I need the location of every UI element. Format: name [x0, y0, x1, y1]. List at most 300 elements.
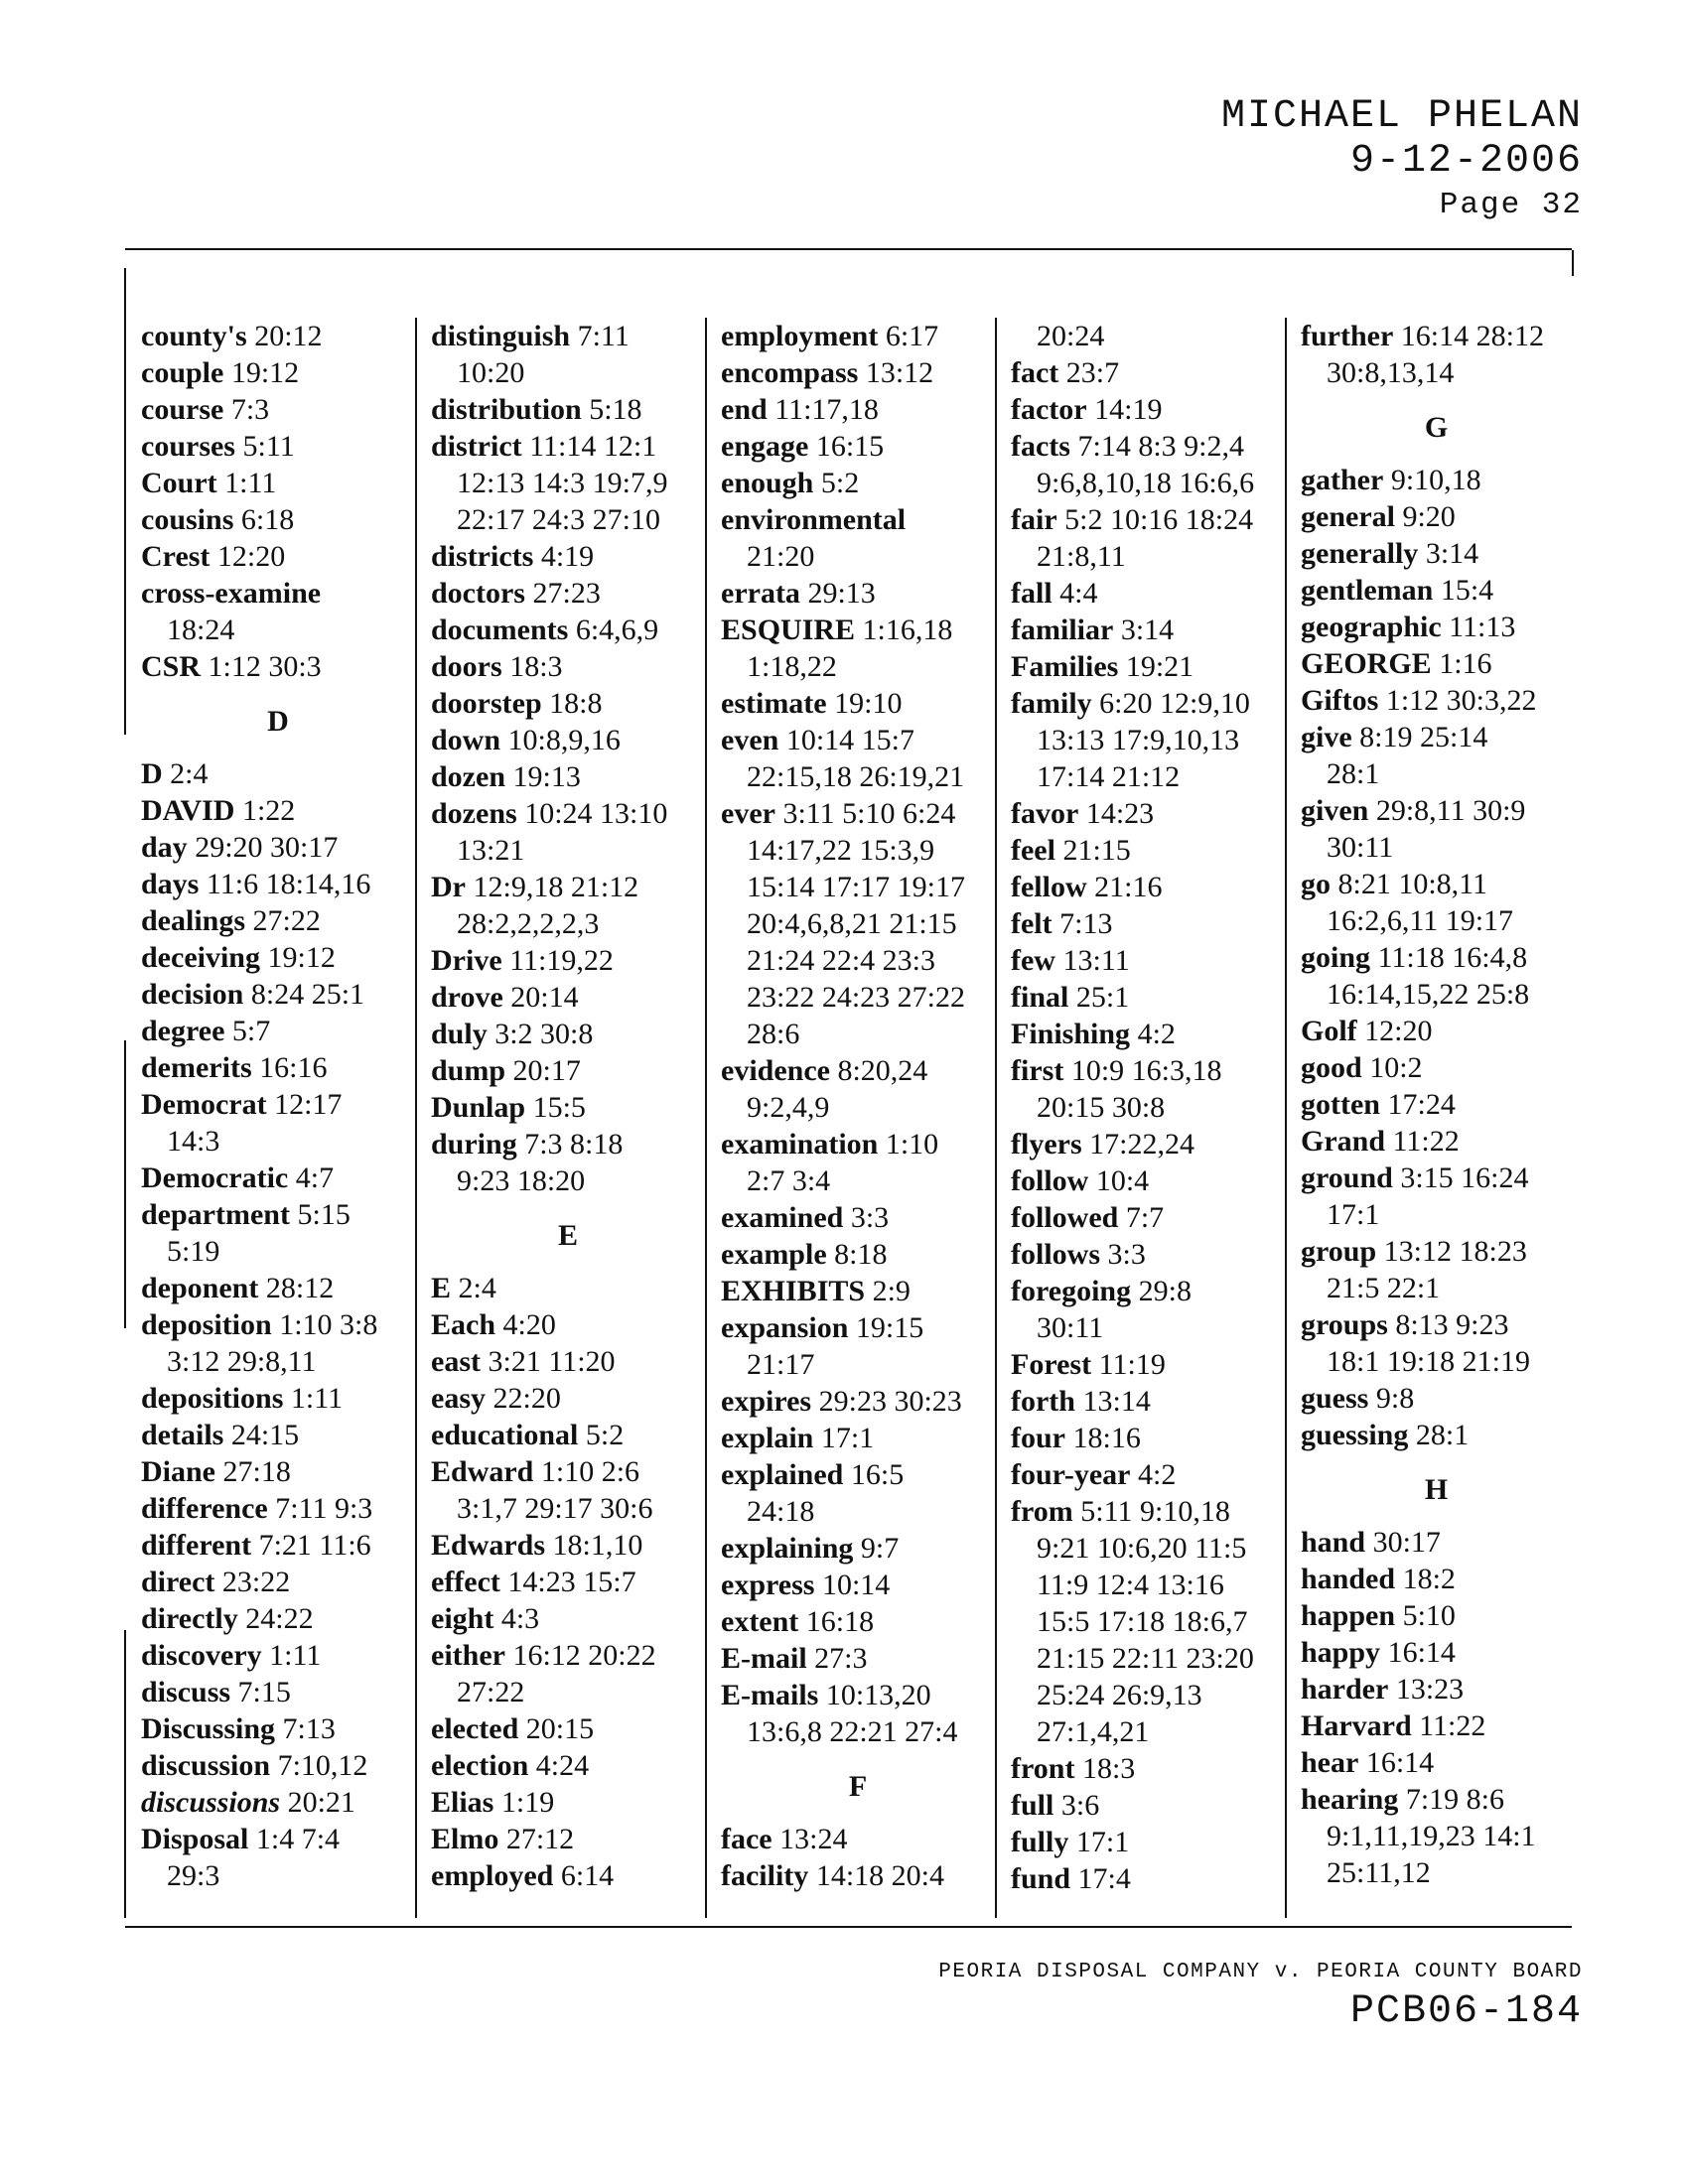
- index-entry: [431, 1710, 705, 1747]
- index-refs-continued: 13:13 17:9,10,13: [1037, 724, 1240, 756]
- index-refs-continued: 1:18,22: [747, 650, 837, 683]
- index-entry: [1011, 1052, 1285, 1089]
- index-refs: 5:18: [589, 393, 642, 426]
- index-term: engage: [721, 430, 809, 463]
- index-refs-continued: 17:1: [1327, 1198, 1380, 1231]
- index-entry: [1301, 1744, 1572, 1781]
- index-term: course: [141, 393, 224, 426]
- index-refs-continued: 9:21 10:6,20 11:5: [1037, 1532, 1247, 1565]
- index-term: front: [1011, 1752, 1075, 1785]
- index-entry: [1301, 792, 1572, 829]
- index-entry: [1301, 318, 1572, 354]
- index-refs-continued: 20:4,6,8,21 21:15: [747, 907, 957, 940]
- section-letter: F: [848, 1770, 868, 1803]
- index-entry: [721, 1821, 995, 1857]
- index-term: give: [1301, 721, 1352, 753]
- index-refs: 7:11 9:3: [275, 1492, 373, 1525]
- index-entry: [431, 1747, 705, 1784]
- index-term: Edward: [431, 1455, 534, 1488]
- index-term: CSR: [141, 650, 202, 683]
- index-term: degree: [141, 1015, 225, 1047]
- index-entry: [431, 1784, 705, 1821]
- index-refs: 29:13: [807, 577, 876, 610]
- index-term: GEORGE: [1301, 647, 1432, 680]
- index-term: educational: [431, 1419, 579, 1451]
- index-term: discovery: [141, 1639, 262, 1672]
- index-refs-continued: 29:3: [167, 1859, 220, 1892]
- index-refs: 2:4: [458, 1272, 496, 1304]
- index-entry: [1301, 1123, 1572, 1160]
- index-refs-continued: 28:2,2,2,2,3: [457, 907, 600, 940]
- index-entry: [1011, 1456, 1285, 1493]
- index-term: courses: [141, 430, 235, 463]
- index-refs: 1:11: [224, 467, 277, 499]
- index-refs: 13:12: [865, 356, 934, 389]
- index-term: examination: [721, 1128, 879, 1160]
- left-margin-line: [124, 268, 126, 735]
- index-term: facility: [721, 1859, 809, 1892]
- index-refs: 12:20: [216, 540, 286, 573]
- index-refs: 24:22: [245, 1602, 314, 1635]
- index-term: followed: [1011, 1201, 1119, 1234]
- index-entry: [1011, 1199, 1285, 1236]
- index-term: examined: [721, 1201, 844, 1234]
- index-entry: [431, 1270, 705, 1306]
- index-term: good: [1301, 1051, 1362, 1084]
- index-refs: 29:8: [1138, 1275, 1192, 1307]
- index-entry: [431, 685, 705, 722]
- index-refs: 6:17: [885, 320, 939, 352]
- index-term: end: [721, 393, 768, 426]
- index-refs: 7:13: [1059, 907, 1113, 940]
- index-refs: 7:10,12: [277, 1749, 368, 1782]
- index-term: fair: [1011, 503, 1057, 536]
- index-refs-continued: 21:20: [747, 540, 815, 573]
- index-entry: [721, 465, 995, 501]
- index-term: demerits: [141, 1051, 252, 1084]
- index-term: gather: [1301, 464, 1384, 496]
- index-term: down: [431, 724, 501, 756]
- index-entry: [721, 1567, 995, 1603]
- index-refs: 2:9: [872, 1275, 911, 1307]
- index-entry: [721, 1420, 995, 1456]
- index-refs: 10:9 16:3,18: [1070, 1054, 1222, 1087]
- index-term: E: [431, 1272, 452, 1304]
- index-refs-continued: 5:19: [167, 1235, 220, 1268]
- index-term: Elmo: [431, 1823, 499, 1855]
- index-refs: 3:6: [1060, 1789, 1100, 1822]
- index-term: final: [1011, 981, 1069, 1014]
- index-refs: 14:23: [1085, 797, 1155, 830]
- index-refs: 4:2: [1137, 1018, 1176, 1050]
- index-entry: [1301, 462, 1572, 498]
- index-refs: 13:23: [1395, 1673, 1465, 1706]
- index-term: ever: [721, 797, 775, 830]
- index-refs: 29:20 30:17: [195, 831, 339, 864]
- index-refs-continued: 16:14,15,22 25:8: [1327, 978, 1530, 1011]
- index-term: Disposal: [141, 1823, 249, 1855]
- word-index: [125, 248, 1572, 1928]
- index-refs: 11:19: [1098, 1348, 1166, 1381]
- index-refs: 11:17,18: [774, 393, 879, 426]
- index-term: day: [141, 831, 188, 864]
- index-refs-continued: 10:20: [457, 356, 525, 389]
- index-term: further: [1301, 320, 1394, 352]
- index-entry: [141, 648, 415, 685]
- index-term: directly: [141, 1602, 238, 1635]
- index-term: environmental: [721, 503, 907, 536]
- index-refs: 7:15: [237, 1676, 291, 1708]
- index-entry: [141, 902, 415, 939]
- index-refs: 16:18: [805, 1605, 875, 1638]
- page-footer: [938, 1961, 1583, 2034]
- index-refs: 20:15: [525, 1712, 595, 1745]
- index-entry: [1011, 575, 1285, 612]
- index-term: forth: [1011, 1385, 1075, 1418]
- index-entry: [1011, 1824, 1285, 1860]
- index-term: gotten: [1301, 1088, 1380, 1121]
- index-refs: 29:23 30:23: [818, 1385, 962, 1418]
- index-term: doorstep: [431, 687, 542, 720]
- index-entry: [1301, 1086, 1572, 1123]
- index-refs: 13:24: [779, 1823, 848, 1855]
- index-entry: [141, 428, 415, 465]
- index-term: Dunlap: [431, 1091, 526, 1124]
- index-entry: [721, 1530, 995, 1567]
- index-entry: [141, 1086, 415, 1123]
- index-refs-continued: 30:11: [1327, 831, 1394, 864]
- index-entry: [1011, 1126, 1285, 1162]
- section-letter: E: [557, 1219, 578, 1252]
- index-refs-continued: 23:22 24:23 27:22: [747, 981, 966, 1014]
- index-refs-continued: 25:11,12: [1327, 1856, 1431, 1889]
- index-term: handed: [1301, 1563, 1396, 1595]
- index-entry: [431, 1343, 705, 1380]
- index-refs: 19:12: [267, 941, 336, 974]
- index-refs: 6:4,6,9: [575, 614, 659, 646]
- index-entry: [721, 501, 995, 538]
- index-entry: [141, 1196, 415, 1233]
- index-refs: 11:18 16:4,8: [1377, 941, 1528, 974]
- index-refs: 7:19 8:6: [1405, 1783, 1505, 1816]
- index-entry: [1011, 1236, 1285, 1273]
- index-refs-continued: 9:2,4,9: [747, 1091, 830, 1124]
- index-refs-continued: 27:22: [457, 1676, 525, 1708]
- index-entry: [721, 1677, 995, 1713]
- index-entry: [721, 795, 995, 832]
- index-term: either: [431, 1639, 505, 1672]
- index-entry: [141, 1490, 415, 1527]
- index-refs: 15:4: [1440, 574, 1494, 607]
- index-refs: 5:11 9:10,18: [1080, 1495, 1230, 1528]
- index-entry: [431, 869, 705, 905]
- index-refs: 8:20,24: [837, 1054, 928, 1087]
- index-refs: 8:21 10:8,11: [1337, 868, 1488, 900]
- index-refs: 11:19,22: [509, 944, 614, 977]
- index-entry: [721, 722, 995, 758]
- index-term: extent: [721, 1605, 799, 1638]
- index-refs-continued: 21:8,11: [1037, 540, 1126, 573]
- index-refs: 5:2: [820, 467, 860, 499]
- index-term: cross-examine: [141, 577, 322, 610]
- index-entry: [141, 1417, 415, 1453]
- index-refs: 19:21: [1125, 650, 1194, 683]
- index-refs: 1:19: [500, 1786, 555, 1819]
- index-term: dump: [431, 1054, 506, 1087]
- index-term: fund: [1011, 1862, 1071, 1895]
- page-header: [1221, 95, 1583, 222]
- index-entry: [141, 866, 415, 902]
- index-refs: 25:1: [1075, 981, 1130, 1014]
- index-entry: [1011, 354, 1285, 391]
- index-refs: 20:12: [254, 320, 323, 352]
- index-refs: 11:6 18:14,16: [206, 868, 371, 900]
- index-refs: 16:16: [259, 1051, 328, 1084]
- index-term: fall: [1011, 577, 1052, 610]
- index-entry: [721, 391, 995, 428]
- index-refs: 16:5: [850, 1458, 905, 1491]
- index-entry: [141, 318, 415, 354]
- index-entry: [1301, 1160, 1572, 1196]
- index-entry: [1301, 1671, 1572, 1707]
- index-entry: [141, 354, 415, 391]
- index-term: Diane: [141, 1455, 215, 1488]
- index-column-4: [995, 318, 1285, 1918]
- index-entry: [1011, 1493, 1285, 1530]
- index-entry: [1301, 609, 1572, 645]
- index-refs: 10:24 13:10: [524, 797, 668, 830]
- index-entry: [141, 1600, 415, 1637]
- index-refs: 5:15: [297, 1198, 351, 1231]
- index-term: couple: [141, 356, 224, 389]
- index-refs: 17:1: [1075, 1826, 1130, 1858]
- index-term: hear: [1301, 1746, 1359, 1779]
- index-entry: [1011, 832, 1285, 869]
- index-term: dealings: [141, 904, 246, 937]
- index-entry: [431, 758, 705, 795]
- index-refs: 10:8,9,16: [507, 724, 621, 756]
- index-term: face: [721, 1823, 772, 1855]
- index-refs: 17:1: [820, 1422, 875, 1454]
- index-refs-continued: 13:6,8 22:21 27:4: [747, 1715, 958, 1748]
- index-refs: 6:18: [240, 503, 295, 536]
- index-refs: 11:22: [1419, 1709, 1486, 1742]
- index-entry: [431, 612, 705, 648]
- index-entry: [1301, 572, 1572, 609]
- index-entry: [1301, 682, 1572, 719]
- index-entry: [1011, 1750, 1285, 1787]
- index-refs: 19:15: [855, 1311, 924, 1344]
- index-term: hand: [1301, 1526, 1366, 1559]
- index-term: duly: [431, 1018, 488, 1050]
- right-margin-tick: [1572, 250, 1574, 276]
- index-term: felt: [1011, 907, 1052, 940]
- index-entry: [1301, 1597, 1572, 1634]
- index-entry: [141, 391, 415, 428]
- index-term: Finishing: [1011, 1018, 1131, 1050]
- index-term: discuss: [141, 1676, 231, 1708]
- index-term: facts: [1011, 430, 1070, 463]
- index-refs: 1:16: [1439, 647, 1492, 680]
- index-entry: [1011, 1383, 1285, 1420]
- index-term: explaining: [721, 1532, 854, 1565]
- index-refs: 12:20: [1364, 1015, 1433, 1047]
- index-entry: [141, 575, 415, 612]
- index-term: distribution: [431, 393, 582, 426]
- index-refs-continued: 28:1: [1327, 757, 1380, 790]
- index-entry: [141, 1527, 415, 1564]
- index-refs: 8:24 25:1: [250, 978, 365, 1011]
- index-entry: [721, 1383, 995, 1420]
- index-term: fully: [1011, 1826, 1069, 1858]
- index-refs: 10:4: [1095, 1164, 1150, 1197]
- index-entry: [721, 1603, 995, 1640]
- index-entry: [141, 1747, 415, 1784]
- index-refs: 28:12: [265, 1272, 335, 1304]
- index-term: district: [431, 430, 522, 463]
- index-refs: 3:14: [1425, 537, 1479, 570]
- index-refs: 19:10: [834, 687, 903, 720]
- index-entry: [431, 942, 705, 979]
- index-term: familiar: [1011, 614, 1114, 646]
- index-entry: [141, 1453, 415, 1490]
- index-term: group: [1301, 1235, 1377, 1268]
- index-refs: 27:12: [505, 1823, 575, 1855]
- index-refs: 7:3: [230, 393, 270, 426]
- index-refs-continued: 9:1,11,19,23 14:1: [1327, 1820, 1536, 1852]
- index-term: Court: [141, 467, 217, 499]
- index-refs: 8:18: [834, 1238, 888, 1271]
- index-entry: [141, 829, 415, 866]
- index-refs: 11:14 12:1: [529, 430, 657, 463]
- index-refs-continued: 18:1 19:18 21:19: [1327, 1345, 1531, 1378]
- index-term: districts: [431, 540, 534, 573]
- index-refs: 5:2: [585, 1419, 625, 1451]
- index-refs: 17:24: [1387, 1088, 1456, 1121]
- index-term: example: [721, 1238, 827, 1271]
- index-entry: [141, 1821, 415, 1857]
- index-refs: 5:7: [231, 1015, 271, 1047]
- index-refs: 5:2 10:16 18:24: [1064, 503, 1254, 536]
- index-refs: 1:11: [290, 1382, 344, 1415]
- index-term: expires: [721, 1385, 812, 1418]
- index-term: effect: [431, 1566, 500, 1598]
- index-entry: [431, 1637, 705, 1674]
- index-refs-continued: 15:5 17:18 18:6,7: [1037, 1605, 1248, 1638]
- index-term: fellow: [1011, 871, 1087, 903]
- index-refs: 5:11: [242, 430, 295, 463]
- index-entry: [141, 1160, 415, 1196]
- index-entry: [431, 1857, 705, 1894]
- index-term: enough: [721, 467, 814, 499]
- index-entry: [1011, 979, 1285, 1016]
- index-entry: [1301, 498, 1572, 535]
- deposition-date: 9-12-2006: [1349, 138, 1583, 184]
- index-refs: 11:22: [1392, 1125, 1460, 1158]
- index-term: groups: [1301, 1308, 1388, 1341]
- index-refs: 16:12 20:22: [512, 1639, 656, 1672]
- index-refs-continued: 20:15 30:8: [1037, 1091, 1166, 1124]
- index-entry: [1301, 1049, 1572, 1086]
- index-entry: [1301, 1707, 1572, 1744]
- witness-name: MICHAEL PHELAN: [1220, 94, 1583, 139]
- left-margin-line: [124, 1630, 126, 1918]
- index-entry: [431, 1417, 705, 1453]
- index-refs: 3:3: [1107, 1238, 1146, 1271]
- index-refs: 18:1,10: [552, 1529, 643, 1562]
- index-refs: 14:18 20:4: [815, 1859, 944, 1892]
- index-entry: [141, 1784, 415, 1821]
- index-refs: 3:11 5:10 6:24: [782, 797, 956, 830]
- index-refs: 1:10: [885, 1128, 939, 1160]
- index-refs: 22:20: [492, 1382, 561, 1415]
- index-entry: [141, 465, 415, 501]
- index-entry: [721, 354, 995, 391]
- index-refs-continued: 16:2,6,11 19:17: [1327, 904, 1514, 937]
- index-term: follow: [1011, 1164, 1089, 1197]
- index-refs: 15:5: [532, 1091, 586, 1124]
- index-refs: 11:13: [1449, 611, 1516, 643]
- index-refs: 1:12 30:3: [208, 650, 322, 683]
- index-entry: [721, 428, 995, 465]
- index-entry: [1011, 1016, 1285, 1052]
- index-term: direct: [141, 1566, 215, 1598]
- index-refs: 20:14: [510, 981, 579, 1014]
- index-entry: [721, 1236, 995, 1273]
- index-refs: 24:15: [230, 1419, 300, 1451]
- index-refs: 21:16: [1094, 871, 1163, 903]
- index-refs-continued: 30:11: [1037, 1311, 1104, 1344]
- index-term: documents: [431, 614, 569, 646]
- index-entry: [721, 612, 995, 648]
- index-entry: [1011, 1162, 1285, 1199]
- index-refs: 23:7: [1065, 356, 1120, 389]
- index-entry: [431, 391, 705, 428]
- index-refs: 3:21 11:20: [488, 1345, 616, 1378]
- index-term: deposition: [141, 1308, 272, 1341]
- index-entry: [141, 1674, 415, 1710]
- index-term: going: [1301, 941, 1371, 974]
- index-refs: 14:19: [1094, 393, 1163, 426]
- index-term: employed: [431, 1859, 554, 1892]
- index-entry: [1011, 648, 1285, 685]
- index-entry: [1301, 1013, 1572, 1049]
- index-refs: 13:12 18:23: [1383, 1235, 1527, 1268]
- index-refs: 19:13: [512, 760, 581, 793]
- index-term: deponent: [141, 1272, 259, 1304]
- index-refs: 1:10 3:8: [279, 1308, 378, 1341]
- index-entry: [1011, 1860, 1285, 1897]
- index-entry: [721, 1273, 995, 1309]
- index-entry: [431, 538, 705, 575]
- index-entry: [141, 1380, 415, 1417]
- index-entry: [141, 1710, 415, 1747]
- index-refs: 9:20: [1402, 500, 1456, 533]
- index-term: Each: [431, 1308, 496, 1341]
- index-term: factor: [1011, 393, 1087, 426]
- index-term: days: [141, 868, 200, 900]
- index-entry: [721, 1640, 995, 1677]
- index-entry: [431, 722, 705, 758]
- index-term: doctors: [431, 577, 525, 610]
- index-entry: [141, 538, 415, 575]
- index-refs: 3:2 30:8: [494, 1018, 594, 1050]
- index-term: drove: [431, 981, 503, 1014]
- index-term: from: [1011, 1495, 1073, 1528]
- index-refs: 1:4 7:4: [255, 1823, 341, 1855]
- index-refs: 13:11: [1062, 944, 1130, 977]
- index-refs: 1:16,18: [862, 614, 953, 646]
